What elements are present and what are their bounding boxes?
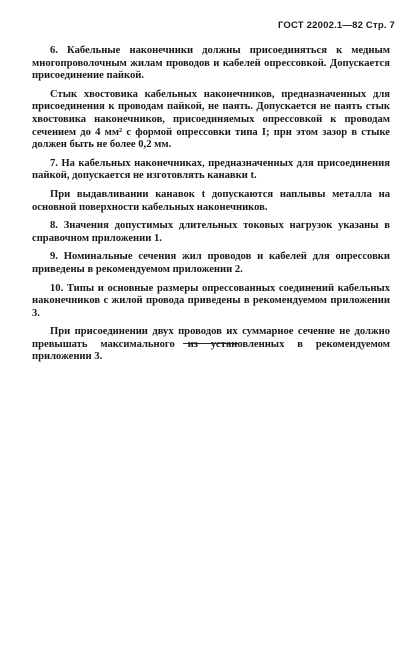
page-number: Стр. 7: [365, 20, 395, 31]
standard-number: ГОСТ 22002.1—82: [277, 20, 364, 31]
paragraph-10-cross-section: При присоединении двух проводов их суммарное сечение не должно превышать максимального из установленных в рекомендуемом приложении 3.: [32, 326, 390, 363]
page-header: [278, 20, 395, 31]
document-body: [32, 45, 390, 364]
paragraph-8: 8. Значения допустимых длительных токовых нагрузок указаны в справочном приложении 1.: [32, 220, 390, 244]
paragraph-9: 9. Номинальные сечения жил проводов и кабелей для опрессовки приведены в рекомендуемом приложении 2.: [32, 251, 390, 275]
paragraph-7-groove: При выдавливании канавок t допускаются наплывы металла на основной поверхности кабельных наконечников.: [32, 188, 390, 213]
end-divider: [183, 343, 239, 344]
paragraph-6: 6. Кабельные наконечники должны присоединяться к медным многопроволочным жилам проводов и кабелей опрессовкой. Допускается присоединение пайкой.: [32, 45, 390, 82]
paragraph-6-joint: Стык хвостовика кабельных наконечников, предназначенных для присоединения к проводам пайкой, не паять. Допускается не паять стык хвостовика наконечников, присоединяемых опрессовкой к проводам сечением до 4 мм² с формой опрессовки типа I; при этом зазор в стыке должен быть не более 0,2 мм.: [32, 88, 390, 151]
paragraph-7: 7. На кабельных наконечниках, предназначенных для присоединения пайкой, допускается не изготовлять канавки t.: [32, 157, 390, 182]
paragraph-10: 10. Типы и основные размеры опрессованных соединений кабельных наконечников с жилой провода приведены в рекомендуемом приложении 3.: [32, 282, 390, 319]
